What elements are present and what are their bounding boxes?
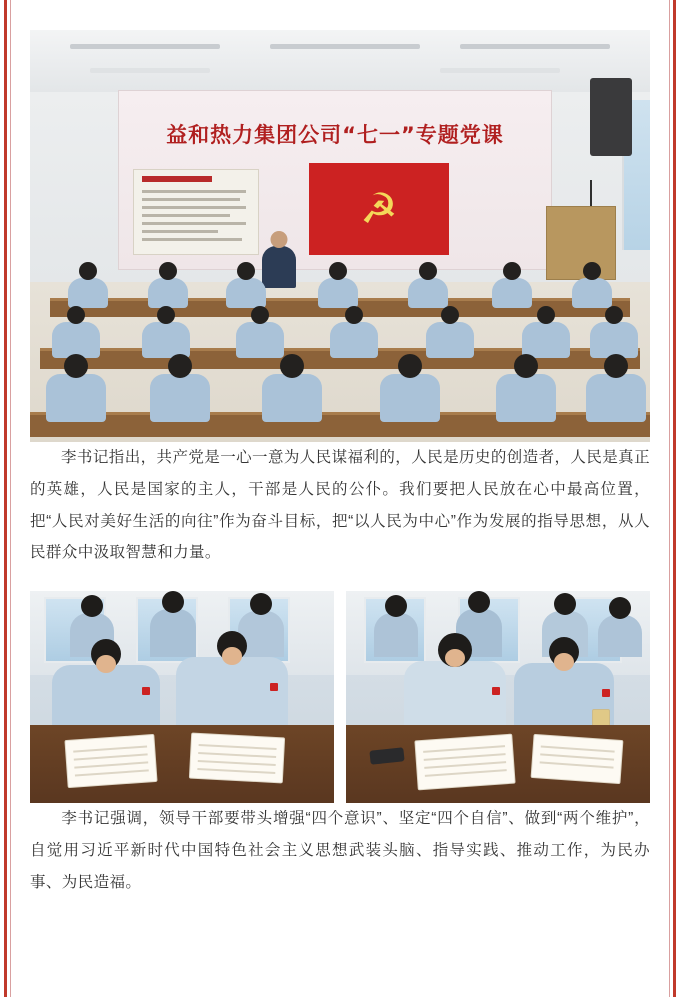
party-flag <box>309 163 449 255</box>
left-border-outer-line <box>4 0 7 997</box>
paragraph-2-text: 李书记强调，领导干部要带头增强“四个意识”、坚定“四个自信”、做到“两个维护”，自觉用习近平新时代中国特色社会主义思想武装头脑、指导实践、推动工作，为民办事、为民造福。 <box>30 810 650 891</box>
presenter <box>262 246 296 288</box>
left-border-inner-line <box>10 0 11 997</box>
paragraph-2 <box>30 803 650 898</box>
ceiling <box>30 30 650 93</box>
paragraph-1 <box>30 442 650 569</box>
hammer-sickle-icon: ☭ <box>360 185 398 232</box>
wall-poster <box>133 169 259 255</box>
loudspeaker <box>590 78 632 156</box>
decorative-left-border <box>0 0 14 997</box>
classroom-illustration-left <box>30 591 334 803</box>
projection-screen <box>118 90 552 270</box>
photo-pair <box>30 591 650 803</box>
right-border-inner-line <box>669 0 670 997</box>
photo-students-right <box>346 591 650 803</box>
decorative-right-border <box>666 0 680 997</box>
banner-title: 益和热力集团公司“七一”专题党课 <box>166 123 504 147</box>
desk-row-3 <box>30 412 650 437</box>
classroom-illustration-right <box>346 591 650 803</box>
paragraph-1-text: 李书记指出，共产党是一心一意为人民谋福利的，人民是历史的创造者，人民是真正的英雄，人民是国家的主人，干部是人民的公仆。我们要把人民放在心中最高位置，把“人民对美好生活的向往”作为奋斗目标，把“以人民为中心”作为发展的指导思想，从人民群众中汲取智慧和力量。 <box>30 449 650 562</box>
photo-lecture-hall <box>30 30 650 442</box>
article-content <box>30 0 650 898</box>
photo-students-left <box>30 591 334 803</box>
right-border-outer-line <box>673 0 676 997</box>
podium <box>546 206 616 280</box>
lecture-hall-illustration <box>30 30 650 442</box>
